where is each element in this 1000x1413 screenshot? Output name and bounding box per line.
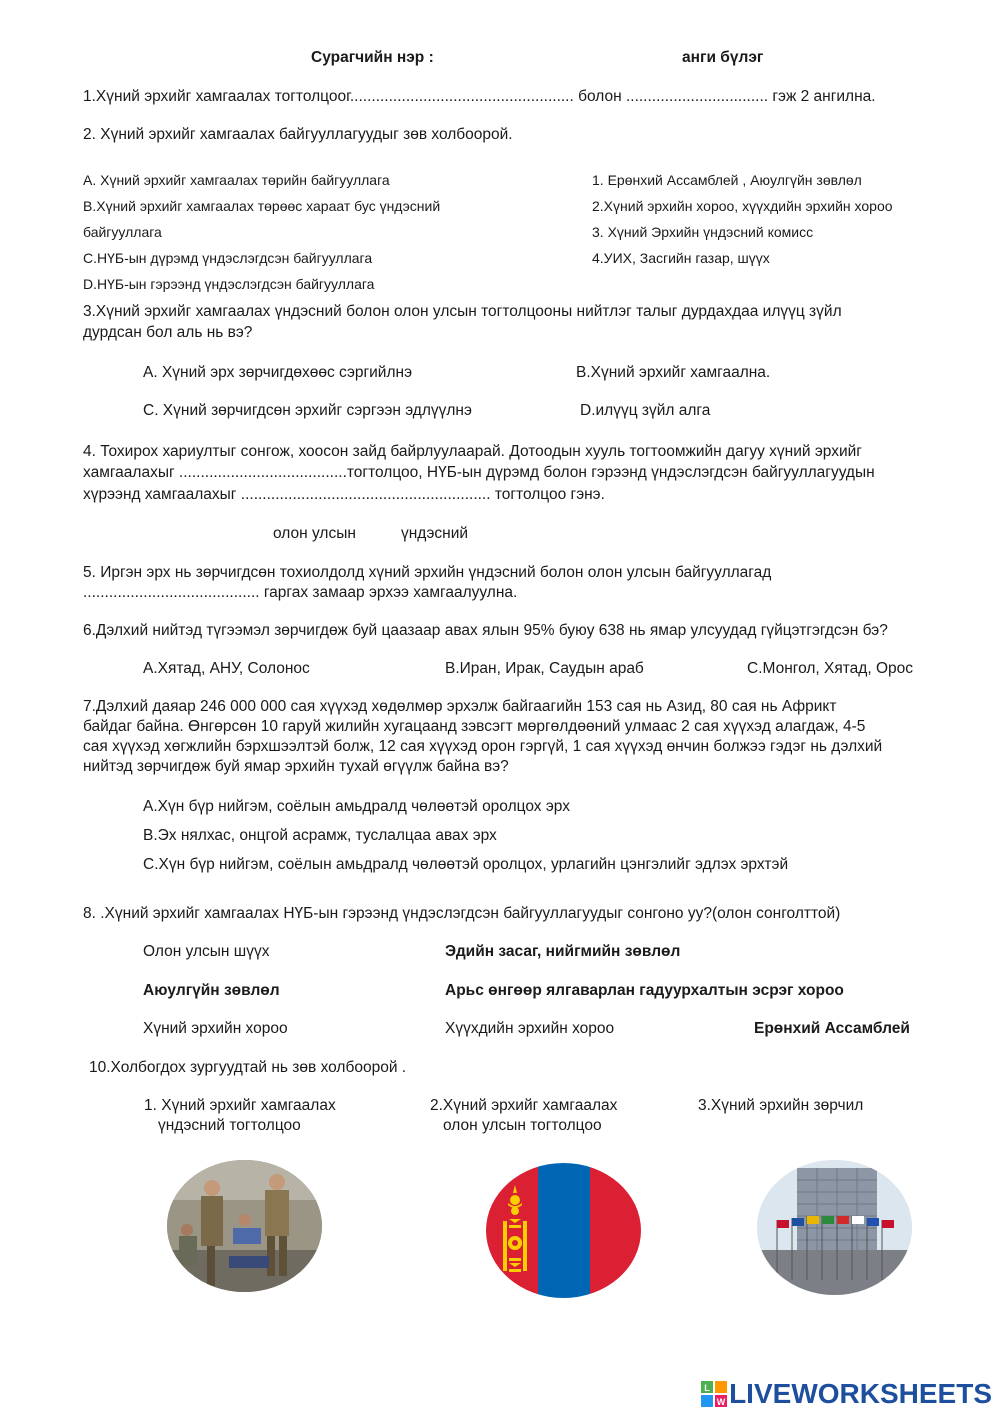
question-1: 1.Хүний эрхийг хамгаалах тогтолцоог.................................................... болон ................................. гэж 2 ангилна. <box>83 88 876 105</box>
q8-option[interactable]: Хүний эрхийн хороо <box>143 1020 288 1037</box>
question-7-line4: нийтэд зөрчигдөж буй ямар эрхийн тухай өгүүлж байна вэ? <box>83 758 509 775</box>
liveworksheets-brand[interactable] <box>701 1378 992 1410</box>
q8-option[interactable]: Хүүхдийн эрхийн хороо <box>445 1020 615 1037</box>
q8-option[interactable]: Аюулгүйн зөвлөл <box>143 982 280 999</box>
q6-option-a[interactable]: A.Хятад, АНУ, Солонос <box>143 660 310 677</box>
question-8: 8. .Хүний эрхийг хамгаалах НҮБ-ын гэрээнд үндэслэгдсэн байгууллагуудыг сонгоно уу?(олон сонголттой) <box>83 905 841 922</box>
un-building-photo[interactable] <box>757 1160 912 1295</box>
q3-option-b[interactable]: B.Хүний эрхийг хамгаална. <box>576 364 771 381</box>
logo-letter: W <box>716 1397 726 1407</box>
student-name-label: Сурагчийн нэр : <box>311 49 434 66</box>
q2-left-item: D.НҮБ-ын гэрээнд үндэслэгдсэн байгууллага <box>83 276 375 292</box>
q6-option-b[interactable]: B.Иран, Ирак, Саудын араб <box>445 660 644 677</box>
q10-caption-1b: үндэсний тогтолцоо <box>158 1117 301 1134</box>
question-7-line3: сая хүүхэд хөгжлийн бэрхшээлтэй болж, 12 сая хүүхэд орон гэргүй, 1 сая хүүхэд өнчин болжээ гэдэг нь дэлхий <box>83 738 883 755</box>
brand-text: LIVEWORKSHEETS <box>729 1378 992 1409</box>
q2-right-item: 3. Хүний Эрхийн үндэсний комисс <box>592 224 814 240</box>
q2-left-item: байгууллага <box>83 224 162 240</box>
protest-photo[interactable] <box>167 1160 322 1292</box>
q2-right-item: 1. Ерөнхий Ассамблей , Аюулгүйн зөвлөл <box>592 172 862 188</box>
q10-caption-3: 3.Хүний эрхийн зөрчил <box>698 1097 864 1114</box>
question-5-line2: ......................................... гаргах замаар эрхээ хамгаалуулна. <box>83 584 518 601</box>
q8-option[interactable]: Арьс өнгөөр ялгаварлан гадуурхалтын эсрэг хороо <box>445 982 844 999</box>
question-3-line1: 3.Хүний эрхийг хамгаалах үндэсний болон олон улсын тогтолцооны нийтлэг талыг дурдахдаа илүүц зүйл <box>83 303 842 320</box>
question-5-line1: 5. Иргэн эрх нь зөрчигдсөн тохиолдолд хүний эрхийн үндэсний болон олон улсын байгууллагад <box>83 564 772 581</box>
q8-option[interactable]: Ерөнхий Ассамблей <box>754 1020 910 1037</box>
question-4-line3: хүрээнд хамгаалахыг .......................................................... тогтолцоо гэнэ. <box>83 486 605 503</box>
q2-left-item: C.НҮБ-ын дүрэмд үндэслэгдсэн байгууллага <box>83 250 373 266</box>
q6-option-c[interactable]: C.Монгол, Хятад, Орос <box>747 660 913 677</box>
q2-right-item: 4.УИХ, Засгийн газар, шүүх <box>592 250 770 266</box>
question-4-line2: хамгаалахыг .......................................тогтолцоо, НҮБ-ын дүрэмд болон гэрээнд үндэслэгдсэн байгууллагуудын <box>83 464 875 481</box>
q4-choice-international[interactable]: олон улсын <box>273 525 356 542</box>
question-3-line2: дурдсан бол аль нь вэ? <box>83 324 253 341</box>
mongolian-flag-image[interactable] <box>486 1163 641 1298</box>
q3-option-a[interactable]: A. Хүний эрх зөрчигдөхөөс сэргийлнэ <box>143 364 412 381</box>
question-7-line1: 7.Дэлхий даяар 246 000 000 сая хүүхэд хөдөлмөр эрхэлж байгаагийн 153 сая нь Азид, 80 сая нь Африкт <box>83 698 837 715</box>
liveworksheets-logo-icon <box>701 1381 727 1407</box>
q7-option-a[interactable]: A.Хүн бүр нийгэм, соёлын амьдралд чөлөөтэй оролцох эрх <box>143 798 570 815</box>
question-10: 10.Холбогдох зургуудтай нь зөв холбоорой . <box>89 1059 407 1076</box>
q4-choice-national[interactable]: үндэсний <box>401 525 469 542</box>
q2-left-item: B.Хүний эрхийг хамгаалах төрөөс хараат бус үндэсний <box>83 198 441 214</box>
q2-right-item: 2.Хүний эрхийн хороо, хүүхдийн эрхийн хороо <box>592 198 893 214</box>
q3-option-c[interactable]: C. Хүний зөрчигдсөн эрхийг сэргээн эдлүүлнэ <box>143 402 472 419</box>
class-label: анги бүлэг <box>682 49 764 66</box>
q7-option-b[interactable]: B.Эх нялхас, онцгой асрамж, туслалцаа авах эрх <box>143 827 497 844</box>
q10-caption-1a: 1. Хүний эрхийг хамгаалах <box>144 1097 336 1114</box>
logo-letter: L <box>704 1383 710 1393</box>
q7-option-c[interactable]: C.Хүн бүр нийгэм, соёлын амьдралд чөлөөтэй оролцох, урлагийн цэнгэлийг эдлэх эрхтэй <box>143 856 789 873</box>
q2-left-item: A. Хүний эрхийг хамгаалах төрийн байгууллага <box>83 172 390 188</box>
question-6: 6.Дэлхий нийтэд түгээмэл зөрчигдөж буй цаазаар авах ялын 95% буюу 638 нь ямар улсуудад гүйцэтгэгдсэн бэ? <box>83 622 888 639</box>
q3-option-d[interactable]: D.илүүц зүйл алга <box>580 402 711 419</box>
question-7-line2: байдаг байна. Өнгөрсөн 10 гаруй жилийн хугацаанд зэвсэгт мөргөлдөөний улмаас 2 сая хүүхэд алагдаж, 4-5 <box>83 718 866 735</box>
question-4-line1: 4. Тохирох хариултыг сонгож, хоосон зайд байрлуулаарай. Дотоодын хууль тогтоомжийн дагуу хүний эрхийг <box>83 443 862 460</box>
question-2: 2. Хүний эрхийг хамгаалах байгууллагуудыг зөв холбоорой. <box>83 126 513 143</box>
q8-option[interactable]: Эдийн засаг, нийгмийн зөвлөл <box>445 943 681 960</box>
q8-option[interactable]: Олон улсын шүүх <box>143 943 270 960</box>
q10-caption-2b: олон улсын тогтолцоо <box>443 1117 602 1134</box>
q10-caption-2a: 2.Хүний эрхийг хамгаалах <box>430 1097 618 1114</box>
